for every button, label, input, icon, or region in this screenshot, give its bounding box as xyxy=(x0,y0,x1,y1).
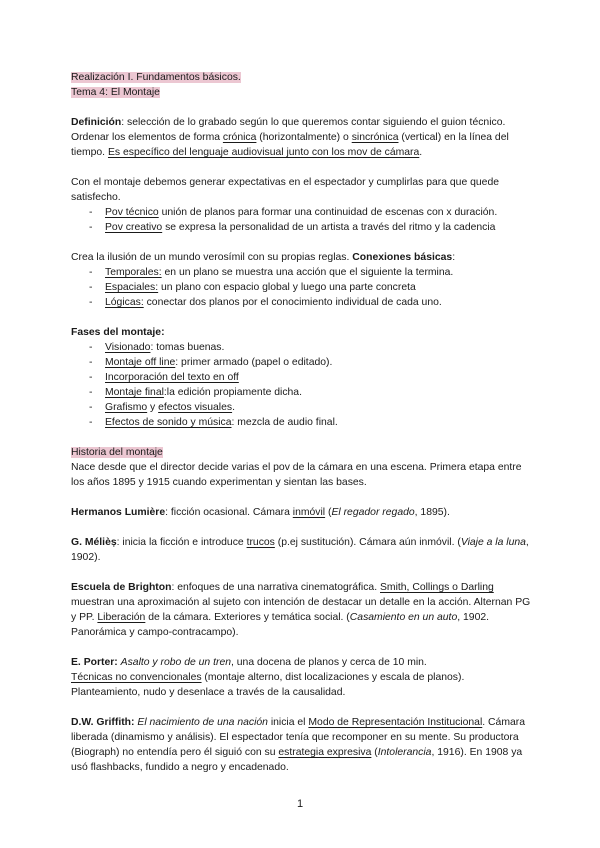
list-item: - Pov técnico unión de planos para formar una continuidad de escenas con x duración. xyxy=(71,205,531,220)
historia-title: Historia del montaje xyxy=(71,447,163,458)
list-item: - Montaje off line: primer armado (papel o editado). xyxy=(71,355,531,370)
fases-list xyxy=(71,340,531,430)
topic-heading: Tema 4: El Montaje xyxy=(71,87,160,98)
brighton-paragraph: Escuela de Brighton: enfoques de una narrativa cinematográfica. Smith, Collings o Darling muestran una aproximación al sujeto con intención de destacar un detalle en la acción. Alternan PG y PP. Liberación de la cámara. Exteriores y temática social. (Casamiento en un auto, 1902. Panorámica y campo-contracampo). xyxy=(71,582,531,638)
pov-list xyxy=(71,205,531,235)
list-item: - Pov creativo se expresa la personalidad de un artista a través del ritmo y la cadencia xyxy=(71,220,531,235)
definicion-paragraph: Definición: selección de lo grabado según lo que queremos contar siguiendo el guion técnico. Ordenar los elementos de forma crónica (horizontalmente) o sincrónica (vertical) en la línea del tiempo. Es específico del lenguaje audiovisual junto con los mov de cámara. xyxy=(71,117,509,158)
course-heading: Realización I. Fundamentos básicos. xyxy=(71,72,241,83)
porter-structure: Planteamiento, nudo y desenlace a través de la causalidad. xyxy=(71,687,346,698)
lumiere-paragraph: Hermanos Lumière: ficción ocasional. Cámara inmóvil (El regador regado, 1895). xyxy=(71,507,450,518)
griffith-paragraph: D.W. Griffith: El nacimiento de una nación inicia el Modo de Representación Institucional. Cámara liberada (dinamismo y análisis). El espectador tenía que recomponer en su mente. Su productora (Biograph) no entendía pero él siguió con su estrategia expresiva (Intolerancia, 1916). En 1908 ya usó flashbacks, fundido a negro y encadenado. xyxy=(71,717,525,773)
list-item: - Montaje final:la edición propiamente dicha. xyxy=(71,385,531,400)
list-item: - Efectos de sonido y música: mezcla de audio final. xyxy=(71,415,531,430)
porter-techniques: Técnicas no convencionales (montaje alterno, dist localizaciones y escala de planos). xyxy=(71,672,465,683)
list-item: - Incorporación del texto en off xyxy=(71,370,531,385)
document-page xyxy=(71,70,531,775)
list-item: - Grafismo y efectos visuales. xyxy=(71,400,531,415)
list-item: - Temporales: en un plano se muestra una acción que el siguiente la termina. xyxy=(71,265,531,280)
historia-paragraph: Nace desde que el director decide varias el pov de la cámara en una escena. Primera etapa entre los años 1895 y 1915 cuando experimentan y sientan las bases. xyxy=(71,462,522,488)
page-number: 1 xyxy=(296,798,304,810)
list-item: - Visionado: tomas buenas. xyxy=(71,340,531,355)
conexiones-paragraph: Crea la ilusión de un mundo verosímil con su propias reglas. Conexiones básicas: xyxy=(71,252,456,263)
list-item: - Lógicas: conectar dos planos por el conocimiento individual de cada uno. xyxy=(71,295,531,310)
expectativas-paragraph: Con el montaje debemos generar expectativas en el espectador y cumplirlas para que quede satisfecho. xyxy=(71,177,500,203)
definicion-term: Definición xyxy=(71,117,122,128)
list-item: - Espaciales: un plano con espacio global y luego una parte concreta xyxy=(71,280,531,295)
conexiones-list xyxy=(71,265,531,310)
melies-paragraph: G. Mélièṣ: inicia la ficción e introduce trucos (p.ej sustitución). Cámara aún inmóvil. (Viaje a la luna, 1902). xyxy=(71,537,529,563)
porter-paragraph: E. Porter: Asalto y robo de un tren, una docena de planos y cerca de 10 min. xyxy=(71,657,427,668)
fases-title: Fases del montaje: xyxy=(71,327,165,338)
